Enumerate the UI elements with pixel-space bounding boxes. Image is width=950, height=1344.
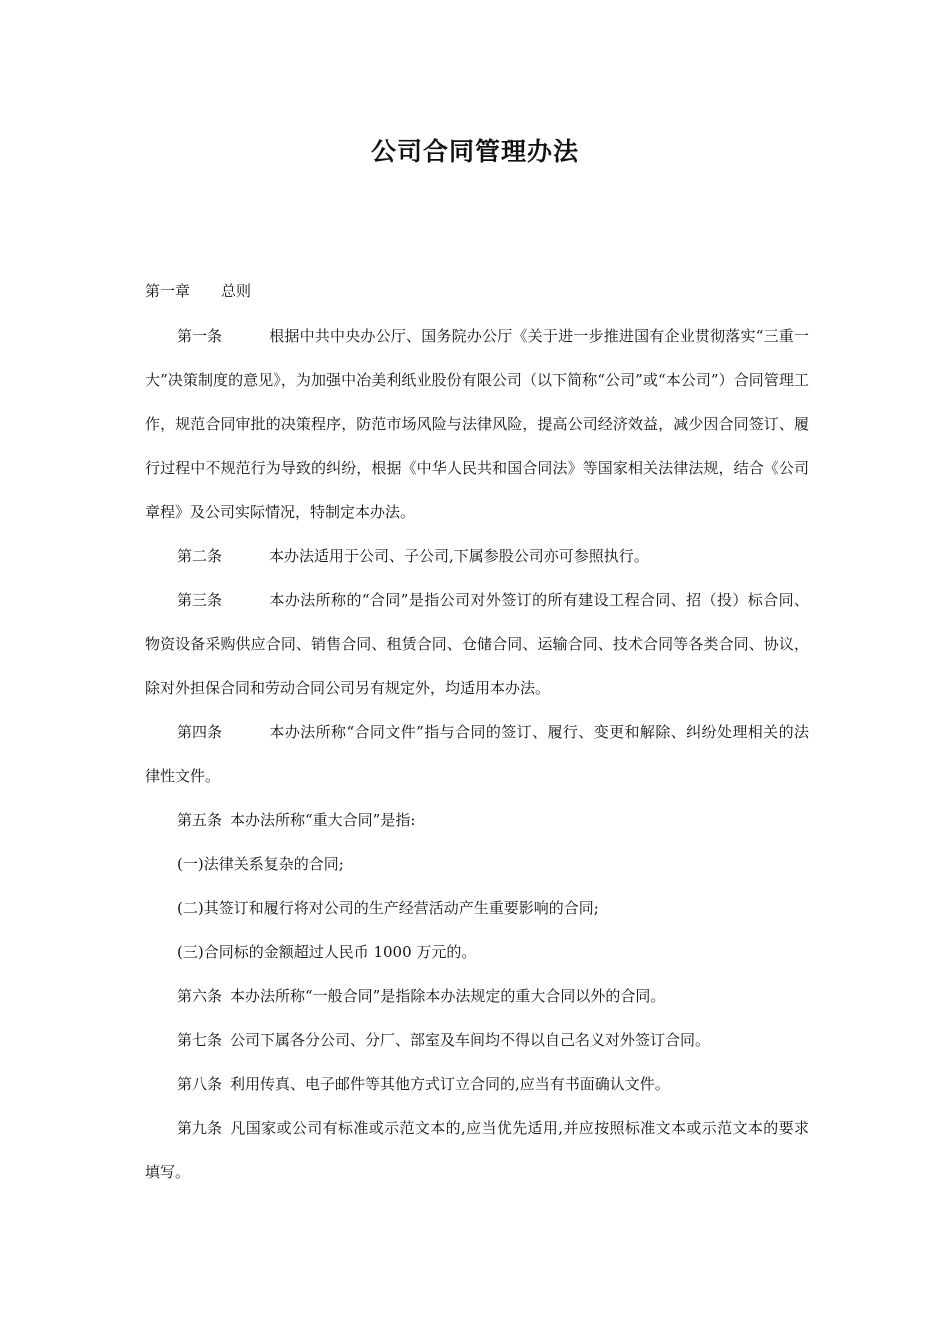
article-text: 根据中共中央办公厅、国务院办公厅《关于进一步推进国有企业贯彻落实“三重一大”决策制度的意见》，为加强中冶美利纸业股份有限公司（以下简称“公司”或“本公司”）合同管理工作，规范合同审批的决策程序，防范市场风险与法律风险，提高公司经济效益，减少因合同签订、履行过程中不规范行为导致的纠纷，根据《中华人民共和国合同法》等国家相关法律法规，结合《公司章程》及公司实际情况，特制定本办法。 (145, 327, 809, 521)
article-5 (145, 798, 809, 842)
article-2 (145, 534, 809, 578)
list-item: (一)法律关系复杂的合同; (177, 855, 344, 873)
article-text: 本办法所称“一般合同”是指除本办法规定的重大合同以外的合同。 (230, 987, 666, 1005)
article-text: 本办法适用于公司、子公司,下属参股公司亦可参照执行。 (269, 547, 649, 565)
article-3 (145, 578, 809, 710)
article-number: 第二条 (177, 547, 223, 565)
article-number: 第八条 (177, 1075, 223, 1093)
article-7 (145, 1018, 809, 1062)
article-number: 第六条 (177, 987, 223, 1005)
article-number: 第七条 (177, 1031, 223, 1049)
article-8 (145, 1062, 809, 1106)
list-item: (三)合同标的金额超过人民币 1000 万元的。 (177, 943, 477, 961)
article-number: 第四条 (177, 723, 223, 741)
chapter-heading (145, 278, 809, 308)
list-item: (二)其签订和履行将对公司的生产经营活动产生重要影响的合同; (177, 899, 599, 917)
chapter-name: 总则 (221, 282, 252, 300)
article-number: 第五条 (177, 811, 223, 829)
article-text: 本办法所称“重大合同”是指: (230, 811, 416, 829)
chapter-number: 第一章 (145, 282, 191, 300)
article-9 (145, 1106, 809, 1194)
article-text: 凡国家或公司有标准或示范文本的,应当优先适用,并应按照标准文本或示范文本的要求填写。 (145, 1119, 809, 1181)
article-text: 公司下属各分公司、分厂、部室及车间均不得以自己名义对外签订合同。 (230, 1031, 711, 1049)
article-6 (145, 974, 809, 1018)
article-number: 第一条 (177, 327, 223, 345)
article-4 (145, 710, 809, 798)
document-body (145, 278, 809, 1194)
article-text: 利用传真、电子邮件等其他方式订立合同的,应当有书面确认文件。 (230, 1075, 670, 1093)
article-number: 第三条 (177, 591, 223, 609)
document-title: 公司合同管理办法 (370, 137, 579, 166)
article-text: 本办法所称的“合同”是指公司对外签订的所有建设工程合同、招（投）标合同、物资设备采购供应合同、销售合同、租赁合同、仓储合同、运输合同、技术合同等各类合同、协议，除对外担保合同和劳动合同公司另有规定外，均适用本办法。 (145, 591, 809, 697)
article-text: 本办法所称“合同文件”指与合同的签订、履行、变更和解除、纠纷处理相关的法律性文件。 (145, 723, 809, 785)
article-number: 第九条 (177, 1119, 223, 1137)
article-1 (145, 314, 809, 534)
